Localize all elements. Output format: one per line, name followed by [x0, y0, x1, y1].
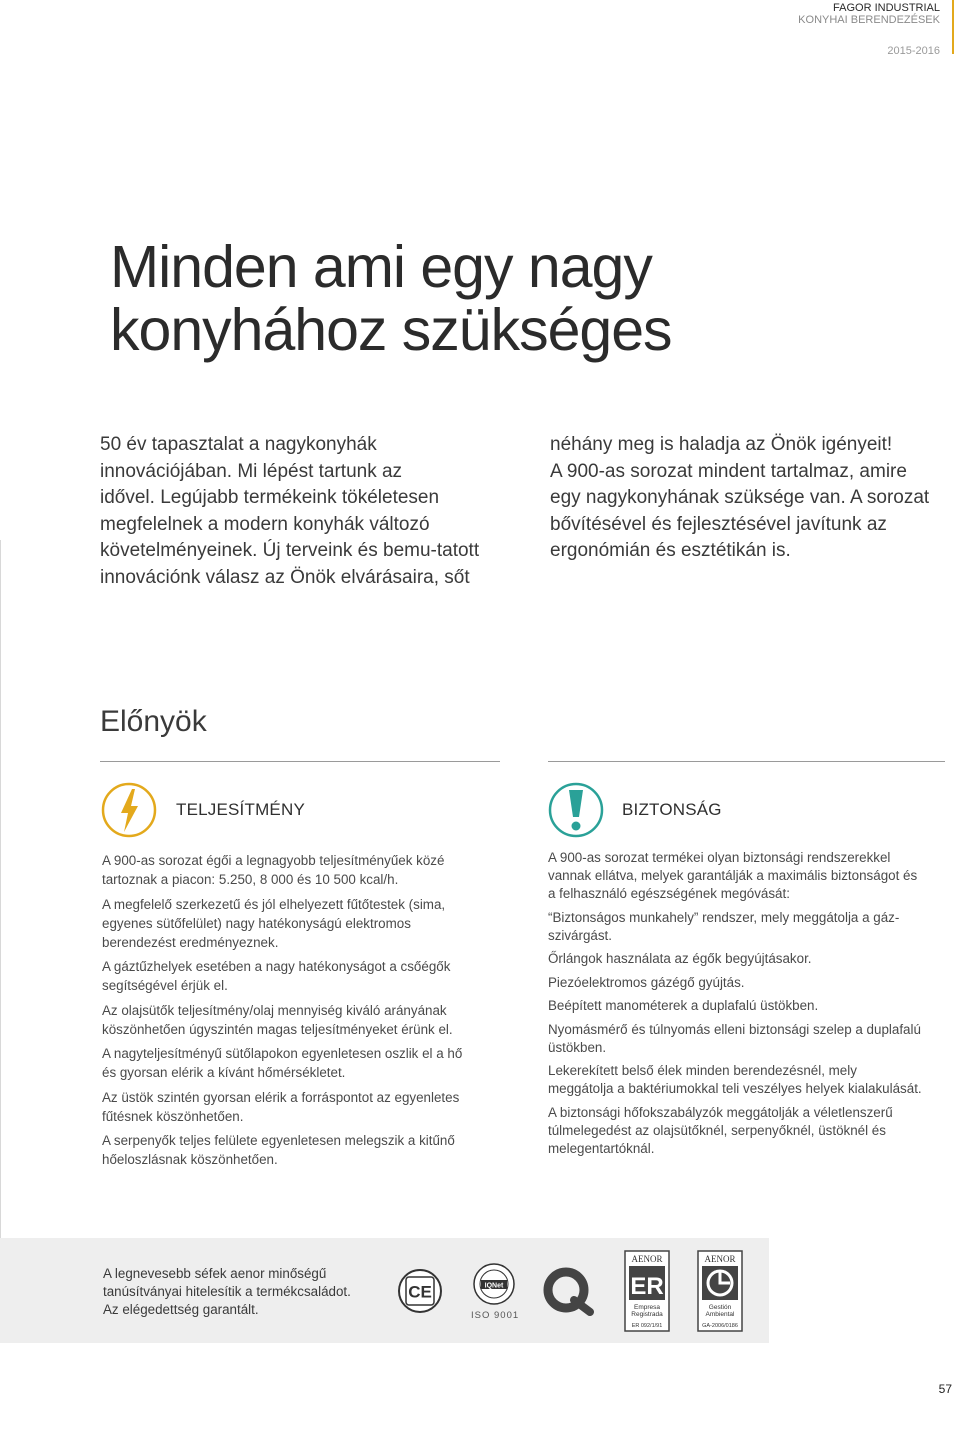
safety-paragraph: “Biztonságos munkahely” rendszer, mely meggátolja a gáz- szivárgást.	[548, 909, 900, 943]
performance-heading: TELJESÍTMÉNY	[176, 800, 305, 819]
brand-name: FAGOR INDUSTRIAL	[833, 2, 940, 14]
svg-text:ER 092/1/91: ER 092/1/91	[631, 1323, 663, 1329]
ce-mark-icon	[397, 1268, 443, 1314]
svg-text:GA-2006/0186: GA-2006/0186	[702, 1323, 738, 1329]
performance-paragraph: A megfelelő szerkezetű és jól elhelyezett fűtőtestek (sima, egyenes sütőfelület) nagy hatékonyságú elektromos berendezést eredményeznek.	[102, 896, 446, 950]
intro-line: követelményeinek. Új terveink és bemu-tatott	[100, 540, 480, 562]
title-line-1: Minden ami egy nagy	[110, 234, 652, 300]
performance-column	[102, 851, 522, 1175]
page-title	[110, 236, 672, 362]
safety-paragraph: Nyomásmérő és túlnyomás elleni biztonsági szelep a duplafalú üstökben.	[548, 1021, 921, 1055]
performance-paragraph: Az üstök szintén gyorsan elérik a forráspontot az egyenletes fűtésnek köszönhetően.	[102, 1089, 460, 1124]
performance-paragraph: A nagyteljesítményű sütőlapokon egyenletesen oszlik el a hő és gyorsan elérik a kívánt hőmérsékletet.	[102, 1046, 463, 1080]
intro-line: megfelelnek a modern konyhák változó	[100, 513, 430, 535]
safety-paragraph: Őrlángok használata az égők begyújtásakor.	[548, 951, 812, 966]
intro-line: ergonómián és esztétikán is.	[550, 540, 791, 562]
safety-paragraph: Piezóelektromos gázégő gyújtás.	[548, 974, 745, 990]
svg-text:ER: ER	[630, 1273, 664, 1300]
brand-subtitle: KONYHAI BERENDEZÉSEK	[798, 14, 940, 26]
iso-label: ISO 9001	[471, 1310, 520, 1321]
intro-line: 50 év tapasztalat a nagykonyhák	[100, 434, 377, 455]
intro-line: néhány meg is haladja az Önök igényeit!	[550, 434, 893, 455]
iqnet-logo-icon	[472, 1262, 516, 1308]
intro-line: idővel. Legújabb termékeink tökéletesen	[100, 487, 440, 509]
safety-column	[548, 849, 958, 1163]
section-divider-right	[548, 761, 945, 762]
catalog-year: 2015-2016	[887, 45, 940, 57]
section-divider-left	[100, 761, 500, 762]
intro-line: egy nagykonyhának szüksége van. A sorozat	[550, 487, 930, 509]
svg-text:AENOR: AENOR	[631, 1254, 663, 1264]
certification-text: A legnevesebb séfek aenor minőségű tanúsítványai hitelesítik a termékcsaládot. Az elégedettség garantált.	[103, 1266, 351, 1317]
header-accent-bar	[952, 0, 954, 54]
section-title: Előnyök	[100, 705, 207, 738]
safety-paragraph: A 900-as sorozat termékei olyan biztonsági rendszerekkel vannak ellátva, melyek garantálják a maximális biztonságot és a felhasználó egészségének megóvását:	[548, 850, 918, 901]
intro-right-column	[550, 432, 950, 565]
svg-text:Gestión: Gestión	[708, 1304, 732, 1311]
svg-text:IQNet: IQNet	[484, 1282, 504, 1290]
aenor-ga-logo-icon	[697, 1250, 743, 1332]
page-header	[798, 2, 940, 57]
quality-q-logo-icon	[540, 1266, 596, 1316]
svg-text:Empresa: Empresa	[633, 1304, 661, 1311]
left-margin-rule	[0, 540, 1, 1240]
svg-text:Registrada: Registrada	[631, 1311, 663, 1318]
aenor-er-logo-icon	[624, 1250, 670, 1332]
safety-paragraph: Beépített manométerek a duplafalú üstökben.	[548, 998, 819, 1013]
svg-text:Ambiental: Ambiental	[705, 1311, 735, 1318]
intro-line: innovációjában. Mi lépést tartunk az	[100, 460, 403, 482]
safety-paragraph: Lekerekített belső élek minden berendezésnél, mely meggátolja a baktériumokkal teli veszélyes helyek kialakulását.	[548, 1063, 922, 1096]
performance-paragraph: A serpenyők teljes felülete egyenletesen melegszik a kitűnő hőeloszlásnak köszönhetően.	[102, 1133, 455, 1167]
page-number: 57	[938, 1382, 952, 1396]
performance-paragraph: A 900-as sorozat égői a legnagyobb teljesítményűek közé tartoznak a piacon: 5.250, 8 000 és 10 500 kcal/h.	[102, 853, 445, 887]
intro-line: innovációnk válasz az Önök elvárásaira, sőt	[100, 566, 470, 588]
title-line-2: konyhához szükséges	[110, 297, 672, 363]
safety-heading: BIZTONSÁG	[622, 800, 722, 819]
lightning-bolt-icon	[101, 782, 157, 838]
performance-paragraph: A gáztűzhelyek esetében a nagy hatékonyságot a csőégők segítségével érjük el.	[102, 959, 451, 993]
exclamation-icon	[548, 782, 604, 838]
svg-text:AENOR: AENOR	[704, 1254, 736, 1264]
intro-left-column	[100, 432, 520, 592]
intro-line: A 900-as sorozat mindent tartalmaz, amire	[550, 460, 907, 482]
performance-paragraph: Az olajsütők teljesítmény/olaj mennyiség kiváló arányának köszönhetően úgyszintén magas teljesítményeket érünk el.	[102, 1002, 453, 1037]
safety-paragraph: A biztonsági hőfokszabályzók meggátolják a véletlenszerű túlmelegedést az olajsütőknél, serpenyőknél, üstöknél és melegentartóknál.	[548, 1104, 893, 1156]
svg-text:CE: CE	[408, 1282, 432, 1302]
intro-line: bővítésével és fejlesztésével javítunk az	[550, 513, 887, 535]
